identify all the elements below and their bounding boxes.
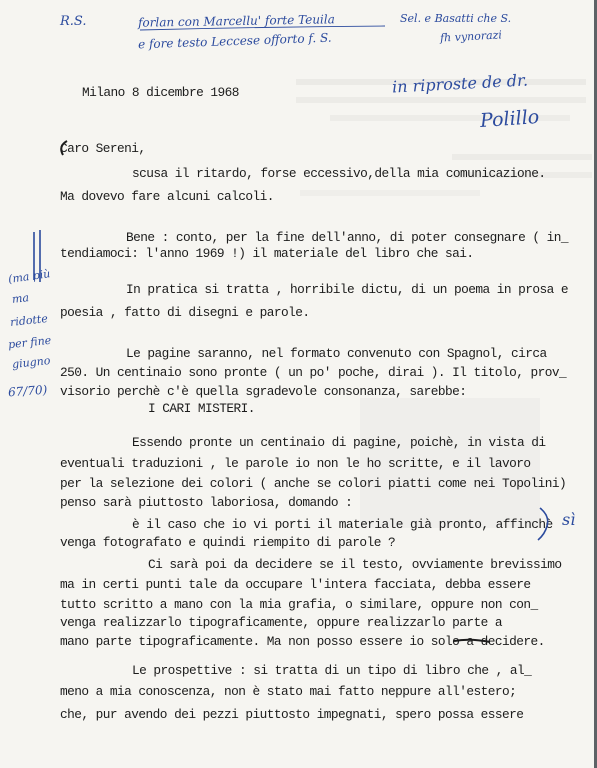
margin-double-bar [34,230,40,282]
body-line: poesia , fatto di disegni e parole. [60,305,310,320]
body-line: ma in certi punti tale da occupare l'intera facciata, debba essere [60,577,531,592]
salutation: Caro Sereni, [60,141,146,156]
body-line: è il caso che io vi porti il materiale già pronto, affinchè [132,517,553,532]
margin-note-line: giugno [11,354,51,371]
reply-note-signature: Polillo [479,105,540,133]
body-line: mano parte tipograficamente. Ma non posso essere io solo a decidere. [60,634,545,649]
handwritten-note-line-4: fh vynorazi [439,28,503,45]
annotation-underline [140,26,385,30]
body-line: eventuali traduzioni , le parole io non le ho scritte, e il lavoro [60,456,531,471]
body-line: tutto scritto a mano con la mia grafia, o similare, oppure non con_ [60,597,538,612]
letter-date: Milano 8 dicembre 1968 [82,85,239,100]
handwritten-note-line-1: forlan con Marcellu' forte Teuila [137,12,335,30]
body-line: Le prospettive : si tratta di un tipo di libro che , al_ [132,663,532,678]
body-line: penso sarà piuttosto laboriosa, domando : [60,495,353,510]
handwritten-ref: R.S. [60,14,87,29]
body-line: Essendo pronte un centinaio di pagine, poichè, in vista di [132,435,546,450]
handwritten-note-line-3: Sel. e Basatti che S. [400,12,512,25]
body-line: venga fotografato e quindi riempito di parole ? [60,535,396,550]
strikethrough-mark [454,640,490,642]
handwritten-note-line-2: e fore testo Leccese offorto f. S. [137,30,332,52]
body-line: scusa il ritardo, forse eccessivo,della mia comunicazione. [132,166,546,181]
body-line: venga realizzarlo tipograficamente, oppure realizzarlo parte a [60,615,503,630]
margin-note-line: 67/70) [7,382,48,400]
body-line: 250. Un centinaio sono pronte ( un po' poche, dirai ). Il titolo, prov_ [60,365,567,380]
margin-note-line: (ma più [7,267,52,286]
body-line: In pratica si tratta , horribile dictu, di un poema in prosa e [126,282,569,297]
salutation-correction-mark [61,141,67,155]
reply-note-line-1: in riproste de dr. [391,70,529,97]
body-line: meno a mia conoscenza, non è stato mai fatto neppure all'estero; [60,684,517,699]
margin-brace [538,508,548,540]
body-line: Ci sarà poi da decidere se il testo, ovviamente brevissimo [148,557,562,572]
body-line: che, pur avendo dei pezzi piuttosto impegnati, spero possa essere [60,707,524,722]
body-line: tendiamoci: l'anno 1969 !) il materiale del libro che sai. [60,246,474,261]
margin-note-line: per fine [7,333,52,352]
body-line: Le pagine saranno, nel formato convenuto con Spagnol, circa [126,346,547,361]
reply-mark: sì [562,510,576,529]
body-line: per la selezione dei colori ( anche se colori piatti come nei Topolini) [60,476,567,491]
margin-note-line: ma [11,291,30,306]
body-line: Ma dovevo fare alcuni calcoli. [60,189,274,204]
body-line: Bene : conto, per la fine dell'anno, di poter consegnare ( in_ [126,230,569,245]
body-line: I CARI MISTERI. [148,401,255,416]
body-line: visorio perchè c'è quella sgradevole consonanza, sarebbe: [60,384,467,399]
margin-note-line: ridotte [9,312,49,329]
